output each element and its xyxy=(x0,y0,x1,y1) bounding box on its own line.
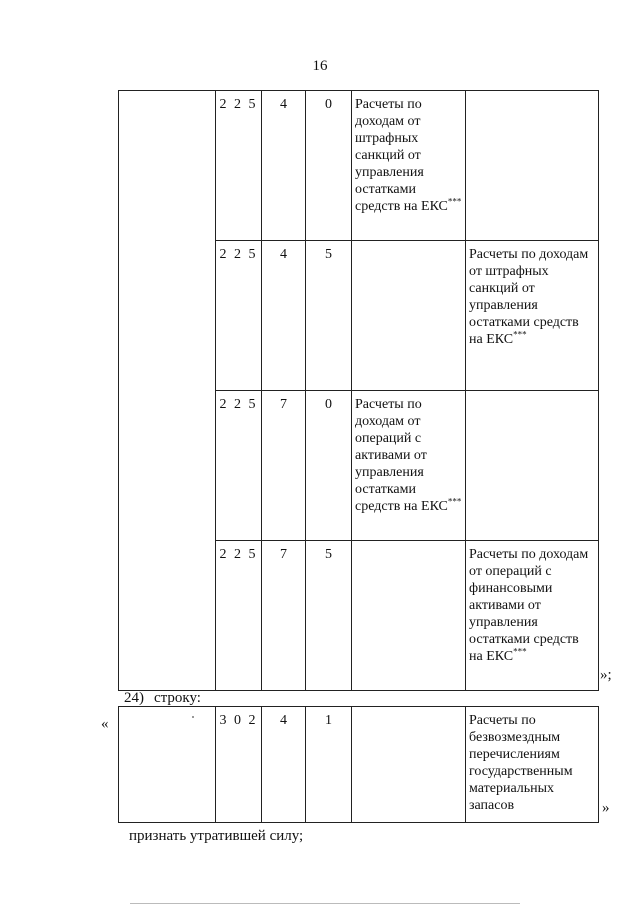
page-number: 16 xyxy=(312,58,328,74)
page-edge-line xyxy=(130,903,520,904)
code-cell: 0 xyxy=(306,391,352,541)
code-cell: 2 2 5 xyxy=(216,91,262,241)
description-cell: Расчеты по доходам от штрафных санкций от управления остатками средств на ЕКС*** xyxy=(466,241,599,391)
description-cell: Расчеты по доходам от операций с финансовыми активами от управления остатками средств на ЕКС*** xyxy=(466,541,599,691)
item-number: 24) xyxy=(124,690,144,706)
closing-quote: » xyxy=(602,800,610,816)
item-24 xyxy=(124,690,201,707)
code-cell: 7 xyxy=(262,541,306,691)
footnote-mark: *** xyxy=(513,329,527,340)
table-row xyxy=(119,91,599,241)
code-cell: 0 xyxy=(306,91,352,241)
item-label: строку: xyxy=(154,690,201,706)
description-cell xyxy=(352,241,466,391)
code-cell: 2 2 5 xyxy=(216,541,262,691)
code-cell: 2 2 5 xyxy=(216,241,262,391)
code-cell: 3 0 2 xyxy=(216,707,262,823)
code-cell: 4 xyxy=(262,91,306,241)
code-cell: 5 xyxy=(306,241,352,391)
code-cell: 7 xyxy=(262,391,306,541)
code-cell: 2 2 5 xyxy=(216,391,262,541)
description-cell xyxy=(466,91,599,241)
description-cell xyxy=(466,391,599,541)
closing-quote: »; xyxy=(600,667,612,683)
row-table xyxy=(118,706,599,823)
code-cell: 4 xyxy=(262,707,306,823)
code-cell: 1 xyxy=(306,707,352,823)
description-cell xyxy=(352,541,466,691)
scan-speck xyxy=(192,716,194,718)
description-cell: Расчеты по безвозмездным перечислениям государственным материальных запасов xyxy=(466,707,599,823)
code-cell: 4 xyxy=(262,241,306,391)
code-cell: 5 xyxy=(306,541,352,691)
description-cell: Расчеты по доходам от операций с активами от управления остатками средств на ЕКС*** xyxy=(352,391,466,541)
accounts-table xyxy=(118,90,599,691)
table-row xyxy=(119,707,599,823)
opening-quote: « xyxy=(101,716,109,732)
footnote-mark: *** xyxy=(513,646,527,657)
blank-cell xyxy=(119,707,216,823)
footnote-mark: *** xyxy=(447,496,462,507)
description-cell xyxy=(352,707,466,823)
footer-text: признать утратившей силу; xyxy=(129,828,304,844)
description-cell: Расчеты по доходам от штрафных санкций от управления остатками средств на ЕКС*** xyxy=(352,91,466,241)
blank-cell xyxy=(119,91,216,691)
footnote-mark: *** xyxy=(447,196,462,207)
